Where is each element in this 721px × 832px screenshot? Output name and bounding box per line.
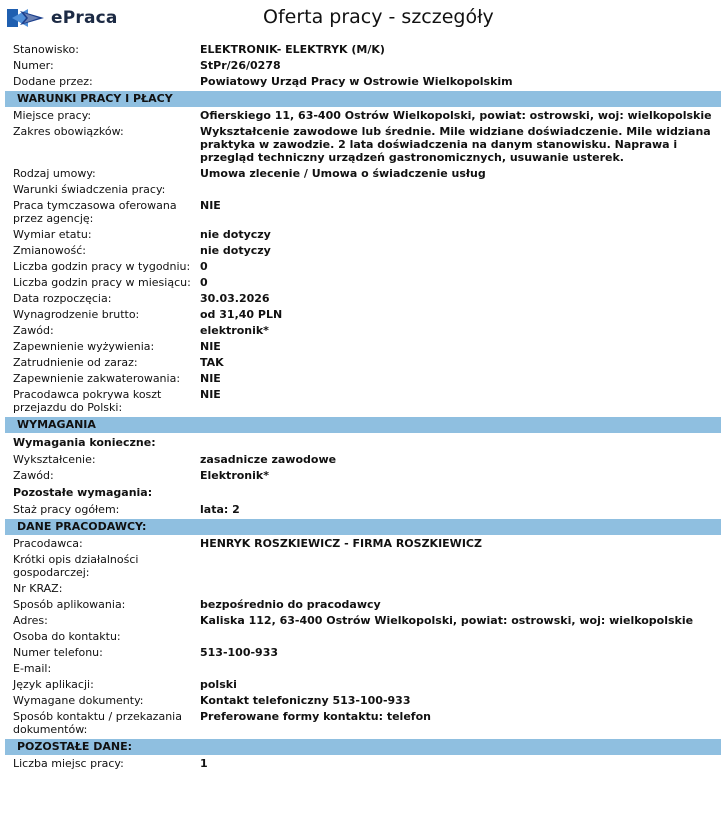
subsection-required: Wymagania konieczne: [13, 436, 156, 449]
detail-value: polski [200, 678, 237, 691]
page-title: Oferta pracy - szczegóły [263, 6, 494, 28]
detail-row [0, 275, 721, 291]
detail-row [0, 198, 721, 227]
detail-label: Stanowisko: [13, 43, 79, 56]
detail-value: NIE [200, 388, 221, 401]
detail-row [0, 581, 721, 597]
detail-row [0, 387, 721, 416]
detail-value: bezpośrednio do pracodawcy [200, 598, 381, 611]
detail-row [0, 371, 721, 387]
detail-row [0, 629, 721, 645]
detail-value: Wykształcenie zawodowe lub średnie. Mile widziane doświadczenie. Mile widziana praktyka w zawodzie. 2 lata doświadczenia na danym stanowisku. Naprawa i przegląd techniczny urządzeń gastronomicznych, usuwanie usterek. [200, 125, 711, 164]
section-header-pracodawca: DANE PRACODAWCY: [5, 519, 721, 535]
detail-value: nie dotyczy [200, 228, 271, 241]
detail-row [0, 756, 721, 772]
detail-row [0, 227, 721, 243]
detail-value: 513-100-933 [200, 646, 279, 659]
detail-label: Data rozpoczęcia: [13, 292, 112, 305]
detail-label: Dodane przez: [13, 75, 93, 88]
detail-label: Adres: [13, 614, 48, 627]
detail-label: Zawód: [13, 324, 54, 337]
detail-label: Osoba do kontaktu: [13, 630, 121, 643]
detail-value: 0 [200, 276, 208, 289]
detail-label: Liczba godzin pracy w tygodniu: [13, 260, 191, 273]
header [0, 0, 721, 40]
epraca-logo[interactable] [6, 7, 118, 29]
detail-row [0, 243, 721, 259]
detail-label: Sposób kontaktu / przekazania dokumentów: [13, 710, 182, 736]
detail-value: 0 [200, 260, 208, 273]
offer-details [0, 40, 721, 772]
detail-row [0, 597, 721, 613]
detail-row [0, 677, 721, 693]
detail-row [0, 323, 721, 339]
detail-row [0, 108, 721, 124]
detail-value: NIE [200, 340, 221, 353]
detail-value: Umowa zlecenie / Umowa o świadczenie usług [200, 167, 486, 180]
detail-row [0, 613, 721, 629]
detail-value: HENRYK ROSZKIEWICZ - FIRMA ROSZKIEWICZ [200, 537, 482, 550]
detail-label: Pracodawca: [13, 537, 83, 550]
detail-label: Zakres obowiązków: [13, 125, 124, 138]
detail-label: Język aplikacji: [13, 678, 94, 691]
detail-label: Zatrudnienie od zaraz: [13, 356, 138, 369]
detail-label: Staż pracy ogółem: [13, 503, 120, 516]
detail-row [0, 291, 721, 307]
detail-row [0, 661, 721, 677]
detail-value: Kontakt telefoniczny 513-100-933 [200, 694, 411, 707]
detail-label: Rodzaj umowy: [13, 167, 96, 180]
detail-value: 1 [200, 757, 208, 770]
detail-row [0, 339, 721, 355]
detail-value: NIE [200, 199, 221, 212]
detail-row [0, 166, 721, 182]
detail-label: Liczba godzin pracy w miesiącu: [13, 276, 191, 289]
detail-label: Zapewnienie zakwaterowania: [13, 372, 181, 385]
detail-value: elektronik* [200, 324, 269, 337]
detail-row [0, 552, 721, 581]
detail-value: StPr/26/0278 [200, 59, 281, 72]
detail-label: Zawód: [13, 469, 54, 482]
detail-value: TAK [200, 356, 224, 369]
detail-label: Wymagane dokumenty: [13, 694, 144, 707]
detail-row [0, 355, 721, 371]
detail-row [0, 536, 721, 552]
detail-label: Krótki opis działalności gospodarczej: [13, 553, 139, 579]
detail-row [0, 645, 721, 661]
epraca-logo-icon [6, 7, 46, 29]
subsection-other-requirements: Pozostałe wymagania: [13, 486, 153, 499]
detail-label: Warunki świadczenia pracy: [13, 183, 166, 196]
detail-label: Pracodawca pokrywa koszt przejazdu do Polski: [13, 388, 162, 414]
detail-value: ELEKTRONIK- ELEKTRYK (M/K) [200, 43, 385, 56]
detail-value: nie dotyczy [200, 244, 271, 257]
detail-row [0, 182, 721, 198]
detail-value: zasadnicze zawodowe [200, 453, 337, 466]
detail-value: NIE [200, 372, 221, 385]
detail-value: Ofierskiego 11, 63-400 Ostrów Wielkopolski, powiat: ostrowski, woj: wielkopolskie [200, 109, 712, 122]
detail-value: Elektronik* [200, 469, 269, 482]
logo-text: ePraca [51, 8, 118, 28]
detail-row [0, 307, 721, 323]
detail-label: Wykształcenie: [13, 453, 96, 466]
detail-label: Numer: [13, 59, 54, 72]
detail-label: Zapewnienie wyżywienia: [13, 340, 155, 353]
detail-row [0, 709, 721, 738]
detail-label: Zmianowość: [13, 244, 86, 257]
detail-value: Preferowane formy kontaktu: telefon [200, 710, 431, 723]
section-header-wymagania: WYMAGANIA [5, 417, 721, 433]
detail-value: Powiatowy Urząd Pracy w Ostrowie Wielkopolskim [200, 75, 513, 88]
detail-label: Liczba miejsc pracy: [13, 757, 124, 770]
detail-value: Kaliska 112, 63-400 Ostrów Wielkopolski, powiat: ostrowski, woj: wielkopolskie [200, 614, 694, 627]
detail-row [0, 42, 721, 58]
detail-row [0, 259, 721, 275]
detail-row [0, 124, 721, 166]
detail-label: Numer telefonu: [13, 646, 103, 659]
detail-value: od 31,40 PLN [200, 308, 283, 321]
detail-label: Sposób aplikowania: [13, 598, 126, 611]
detail-label: Wymiar etatu: [13, 228, 92, 241]
detail-row [0, 468, 721, 484]
section-header-pozostale: POZOSTAŁE DANE: [5, 739, 721, 755]
detail-label: Praca tymczasowa oferowana przez agencję: [13, 199, 177, 225]
detail-label: Wynagrodzenie brutto: [13, 308, 140, 321]
detail-label: E-mail: [13, 662, 52, 675]
detail-row [0, 502, 721, 518]
detail-row [0, 452, 721, 468]
detail-label: Miejsce pracy: [13, 109, 92, 122]
detail-row [0, 693, 721, 709]
detail-value: 30.03.2026 [200, 292, 270, 305]
detail-row [0, 58, 721, 74]
section-header-warunki: WARUNKI PRACY I PŁACY [5, 91, 721, 107]
detail-value: lata: 2 [200, 503, 240, 516]
detail-label: Nr KRAZ: [13, 582, 63, 595]
detail-row [0, 74, 721, 90]
